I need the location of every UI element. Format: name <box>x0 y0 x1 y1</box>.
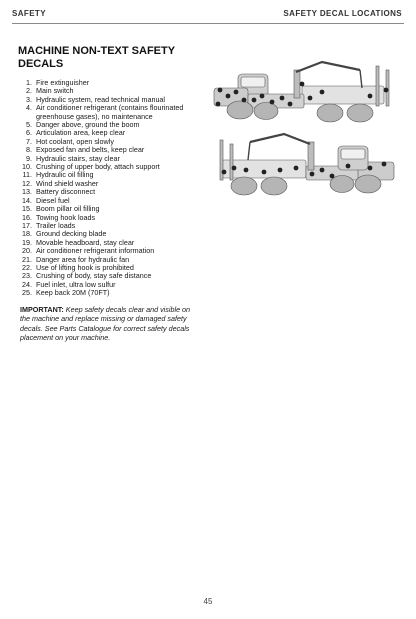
decal-list <box>20 79 210 298</box>
decal-number: 3. <box>26 94 32 104</box>
decal-number: 13. <box>22 187 32 197</box>
decal-description: Hot coolant, open slowly <box>36 136 114 146</box>
decal-number: 10. <box>22 162 32 172</box>
forwarder-decal-diagram <box>210 60 400 210</box>
decal-list-item <box>20 289 210 297</box>
decal-description: Fire extinguisher <box>36 78 90 87</box>
decal-number: 25. <box>22 288 32 298</box>
page-header <box>0 0 416 26</box>
decal-description: Danger above, ground the boom <box>36 120 140 130</box>
important-text: Keep safety decals clear and visible on the machine and replace missing or damaged safety decals. See Parts Catalogue for correct safety decals placement on your machine. <box>20 305 191 343</box>
decal-number: 12. <box>22 178 32 188</box>
decal-number: 5. <box>26 120 32 130</box>
decal-list-item <box>20 104 210 121</box>
decal-description: Exposed fan and belts, keep clear <box>36 145 145 155</box>
forwarder-bottom-view <box>220 134 394 195</box>
decal-description: Keep back 20M (70FT) <box>36 288 110 298</box>
decal-description: Crushing of upper body, attach support <box>36 162 160 172</box>
forwarder-top-view <box>214 62 389 122</box>
decal-number: 17. <box>22 220 32 230</box>
header-topic-label: SAFETY DECAL LOCATIONS <box>283 9 402 18</box>
decal-number: 16. <box>22 212 32 222</box>
decal-number: 4. <box>26 103 32 113</box>
section-title: MACHINE NON-TEXT SAFETY DECALS <box>18 45 175 70</box>
page-number: 45 <box>203 597 213 606</box>
decal-description: Air conditioner refrigerant (contains flourinated greenhouse gases), no maintenance <box>36 103 184 121</box>
decal-number: 6. <box>26 128 32 138</box>
decal-number: 8. <box>26 145 32 155</box>
decal-number: 2. <box>26 86 32 96</box>
decal-description: Main switch <box>36 86 74 96</box>
decal-description: Wind shield washer <box>36 178 99 188</box>
decal-description: Fuel inlet, ultra low sulfur <box>36 279 116 289</box>
decal-description: Battery disconnect <box>36 187 96 197</box>
decal-number: 11. <box>22 170 32 180</box>
decal-description: Hydraulic stairs, stay clear <box>36 153 120 163</box>
decal-description: Air conditioner refrigerant information <box>36 246 155 256</box>
decal-number: 21. <box>22 254 32 264</box>
decal-number: 20. <box>22 246 32 256</box>
decal-number: 18. <box>22 229 32 239</box>
important-label: IMPORTANT: <box>20 305 64 314</box>
decal-number: 15. <box>22 204 32 214</box>
decal-description: Movable headboard, stay clear <box>36 237 135 247</box>
decal-number: 23. <box>22 271 32 281</box>
decal-description: Use of lifting hook is prohibited <box>36 262 134 272</box>
decal-description: Trailer loads <box>36 220 76 230</box>
header-section-label: SAFETY <box>12 9 46 18</box>
decal-description: Hydraulic system, read technical manual <box>36 94 166 104</box>
decal-number: 19. <box>22 237 32 247</box>
decal-number: 14. <box>22 195 32 205</box>
decal-description: Danger area for hydraulic fan <box>36 254 130 264</box>
decal-number: 24. <box>22 279 32 289</box>
decal-number: 7. <box>26 136 32 146</box>
important-note <box>20 305 202 343</box>
decal-description: Diesel fuel <box>36 195 70 205</box>
decal-description: Towing hook loads <box>36 212 96 222</box>
decal-number: 22. <box>22 262 32 272</box>
decal-number: 9. <box>26 153 32 163</box>
decal-description: Articulation area, keep clear <box>36 128 126 138</box>
decal-description: Ground decking blade <box>36 229 107 239</box>
decal-description: Crushing of body, stay safe distance <box>36 271 152 281</box>
decal-number: 1. <box>26 78 32 87</box>
decal-description: Boom pillar oil filling <box>36 204 100 214</box>
header-divider <box>12 23 404 24</box>
decal-description: Hydraulic oil filling <box>36 170 94 180</box>
